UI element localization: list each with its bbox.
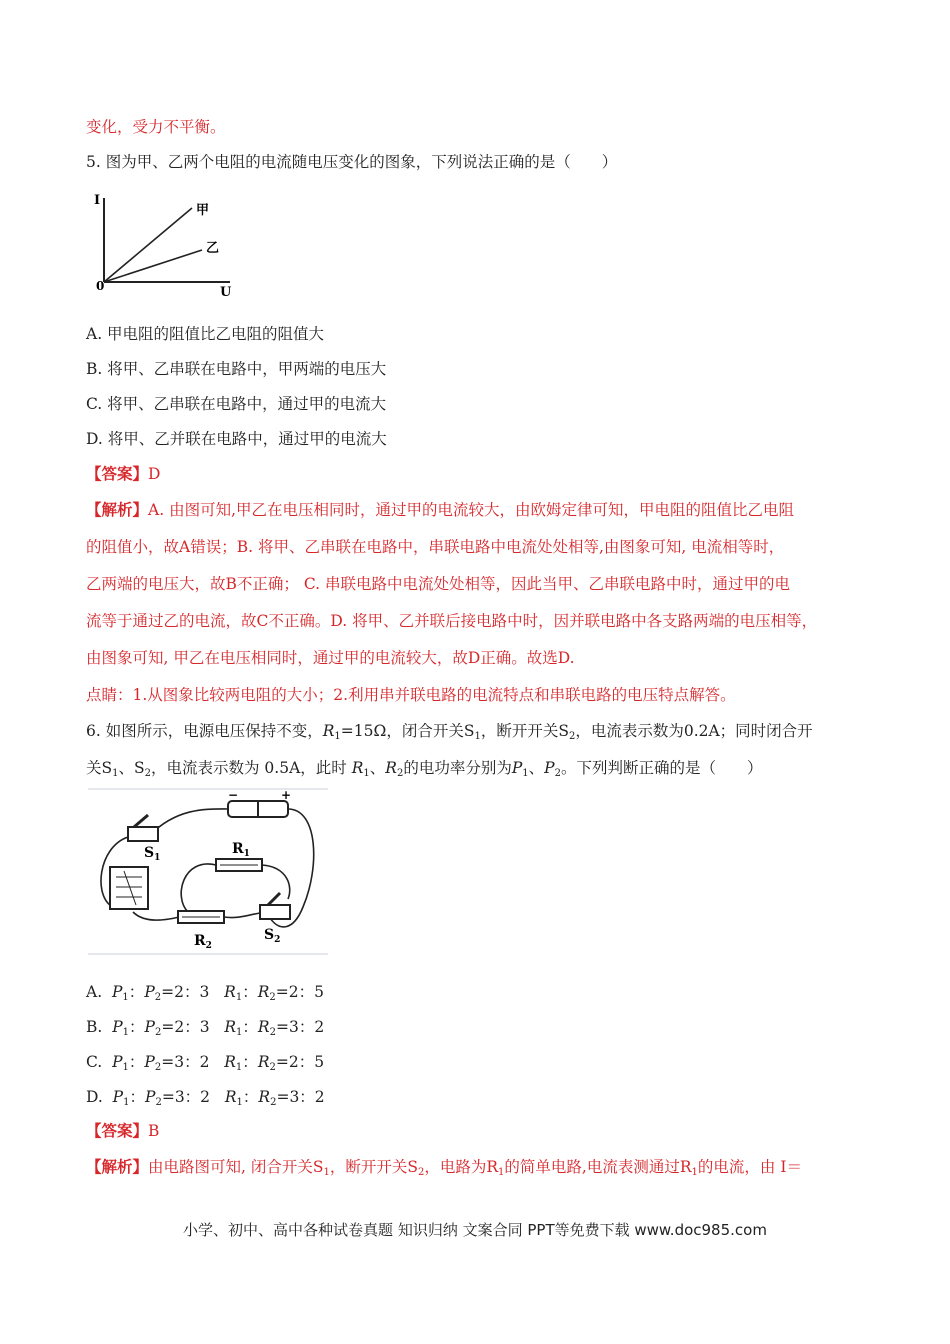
svg-text:−: − (228, 788, 239, 802)
switch-s2-icon (260, 893, 290, 919)
continued-analysis-line: 变化，受力不平衡。 (86, 118, 226, 136)
q6-analysis-line-1: 【解析】由电路图可知, 闭合开关$S_1$，断开开关$S_2$，电路为$R_1$的简单电路,电流表测通过$R_1$的电流，由 I＝ (86, 1157, 802, 1178)
ammeter-icon (110, 867, 148, 909)
q6-answer: 【答案】B (86, 1121, 160, 1140)
graph-x-label: U (220, 285, 232, 300)
svg-text:S1: $S_1$ (144, 845, 161, 863)
answer-value: D (148, 465, 161, 483)
analysis-tag: 【解析】 (86, 500, 149, 519)
graph-line-yi-label: 乙 (206, 241, 220, 256)
q5-analysis-line-5: 由图象可知, 甲乙在电压相同时，通过甲的电流较大，故D正确。故选D. (86, 649, 575, 667)
resistor-r1-icon (216, 859, 262, 871)
q6-option-d: D. $P_1$：$P_2=3$：2 $R_1$：$R_2=3$：2 (86, 1088, 325, 1108)
page-footer: 小学、初中、高中各种试卷真题 知识归纳 文案合同 PPT等免费下载 www.doc985.com (183, 1221, 767, 1239)
q5-answer (86, 463, 160, 485)
q5-option-d: D. 将甲、乙并联在电路中，通过甲的电流大 (86, 430, 387, 448)
graph-y-label: I (94, 193, 101, 208)
q6-stem-line-2: 关$S_1$、$S_2$，电流表示数为 0.5A，此时 $R_1$、$R_2$的电功率分别为$P_1$、$P_2$。下列判断正确的是（ ） (86, 759, 763, 779)
q5-tip: 点睛：1.从图象比较两电阻的大小；2.利用串并联电路的电流特点和串联电路的电压特点解答。 (86, 686, 736, 704)
svg-text:R1: $R_1$ (232, 841, 250, 859)
q6-option-c: C. $P_1$：$P_2=3$：2 $R_1$：$R_2=2$：5 (86, 1053, 325, 1073)
svg-text:R2: $R_2$ (194, 933, 212, 951)
answer-tag: 【答案】 (86, 464, 149, 483)
q5-analysis-line-2: 的阻值小，故A错误；B. 将甲、乙串联在电路中，串联电路中电流处处相等,由图象可知, 电流相等时， (86, 538, 785, 556)
q6-option-b: B. $P_1$：$P_2=2$：3 $R_1$：$R_2=3$：2 (86, 1018, 325, 1038)
svg-text:S2: $S_2$ (264, 927, 281, 945)
q5-analysis-line-1: 【解析】A. 由图可知,甲乙在电压相同时，通过甲的电流较大，由欧姆定律可知，甲电阻的阻值比乙电阻 (86, 500, 794, 519)
q5-stem: 5. 图为甲、乙两个电阻的电流随电压变化的图象，下列说法正确的是（ ） (86, 153, 618, 171)
q6-stem-line-1: 6. 如图所示，电源电压保持不变，$R_1=15\Omega$，闭合开关$S_1$，断开开关$S_2$，电流表示数为0.2A；同时闭合开 (86, 722, 813, 742)
svg-text:+: + (281, 788, 292, 802)
q5-option-a: A. 甲电阻的阻值比乙电阻的阻值大 (86, 325, 325, 343)
graph-origin: 0 (96, 279, 105, 293)
q5-iu-graph (92, 190, 242, 300)
resistor-r2-icon (178, 911, 224, 923)
switch-s1-icon (128, 815, 158, 841)
q5-option-c: C. 将甲、乙串联在电路中，通过甲的电流大 (86, 395, 387, 413)
q6-circuit-diagram (88, 787, 328, 957)
q5-analysis-line-4: 流等于通过乙的电流，故C不正确。D. 将甲、乙并联后接电路中时，因并联电路中各支路两端的电压相等， (86, 612, 818, 630)
q5-analysis-line-3: 乙两端的电压大，故B不正确； C. 串联电路中电流处处相等，因此当甲、乙串联电路中时，通过甲的电 (86, 575, 790, 593)
q6-option-a: A. $P_1$：$P_2=2$：3 $R_1$：$R_2=2$：5 (86, 983, 324, 1003)
q5-option-b: B. 将甲、乙串联在电路中，甲两端的电压大 (86, 360, 387, 378)
graph-line-jia-label: 甲 (196, 203, 210, 218)
